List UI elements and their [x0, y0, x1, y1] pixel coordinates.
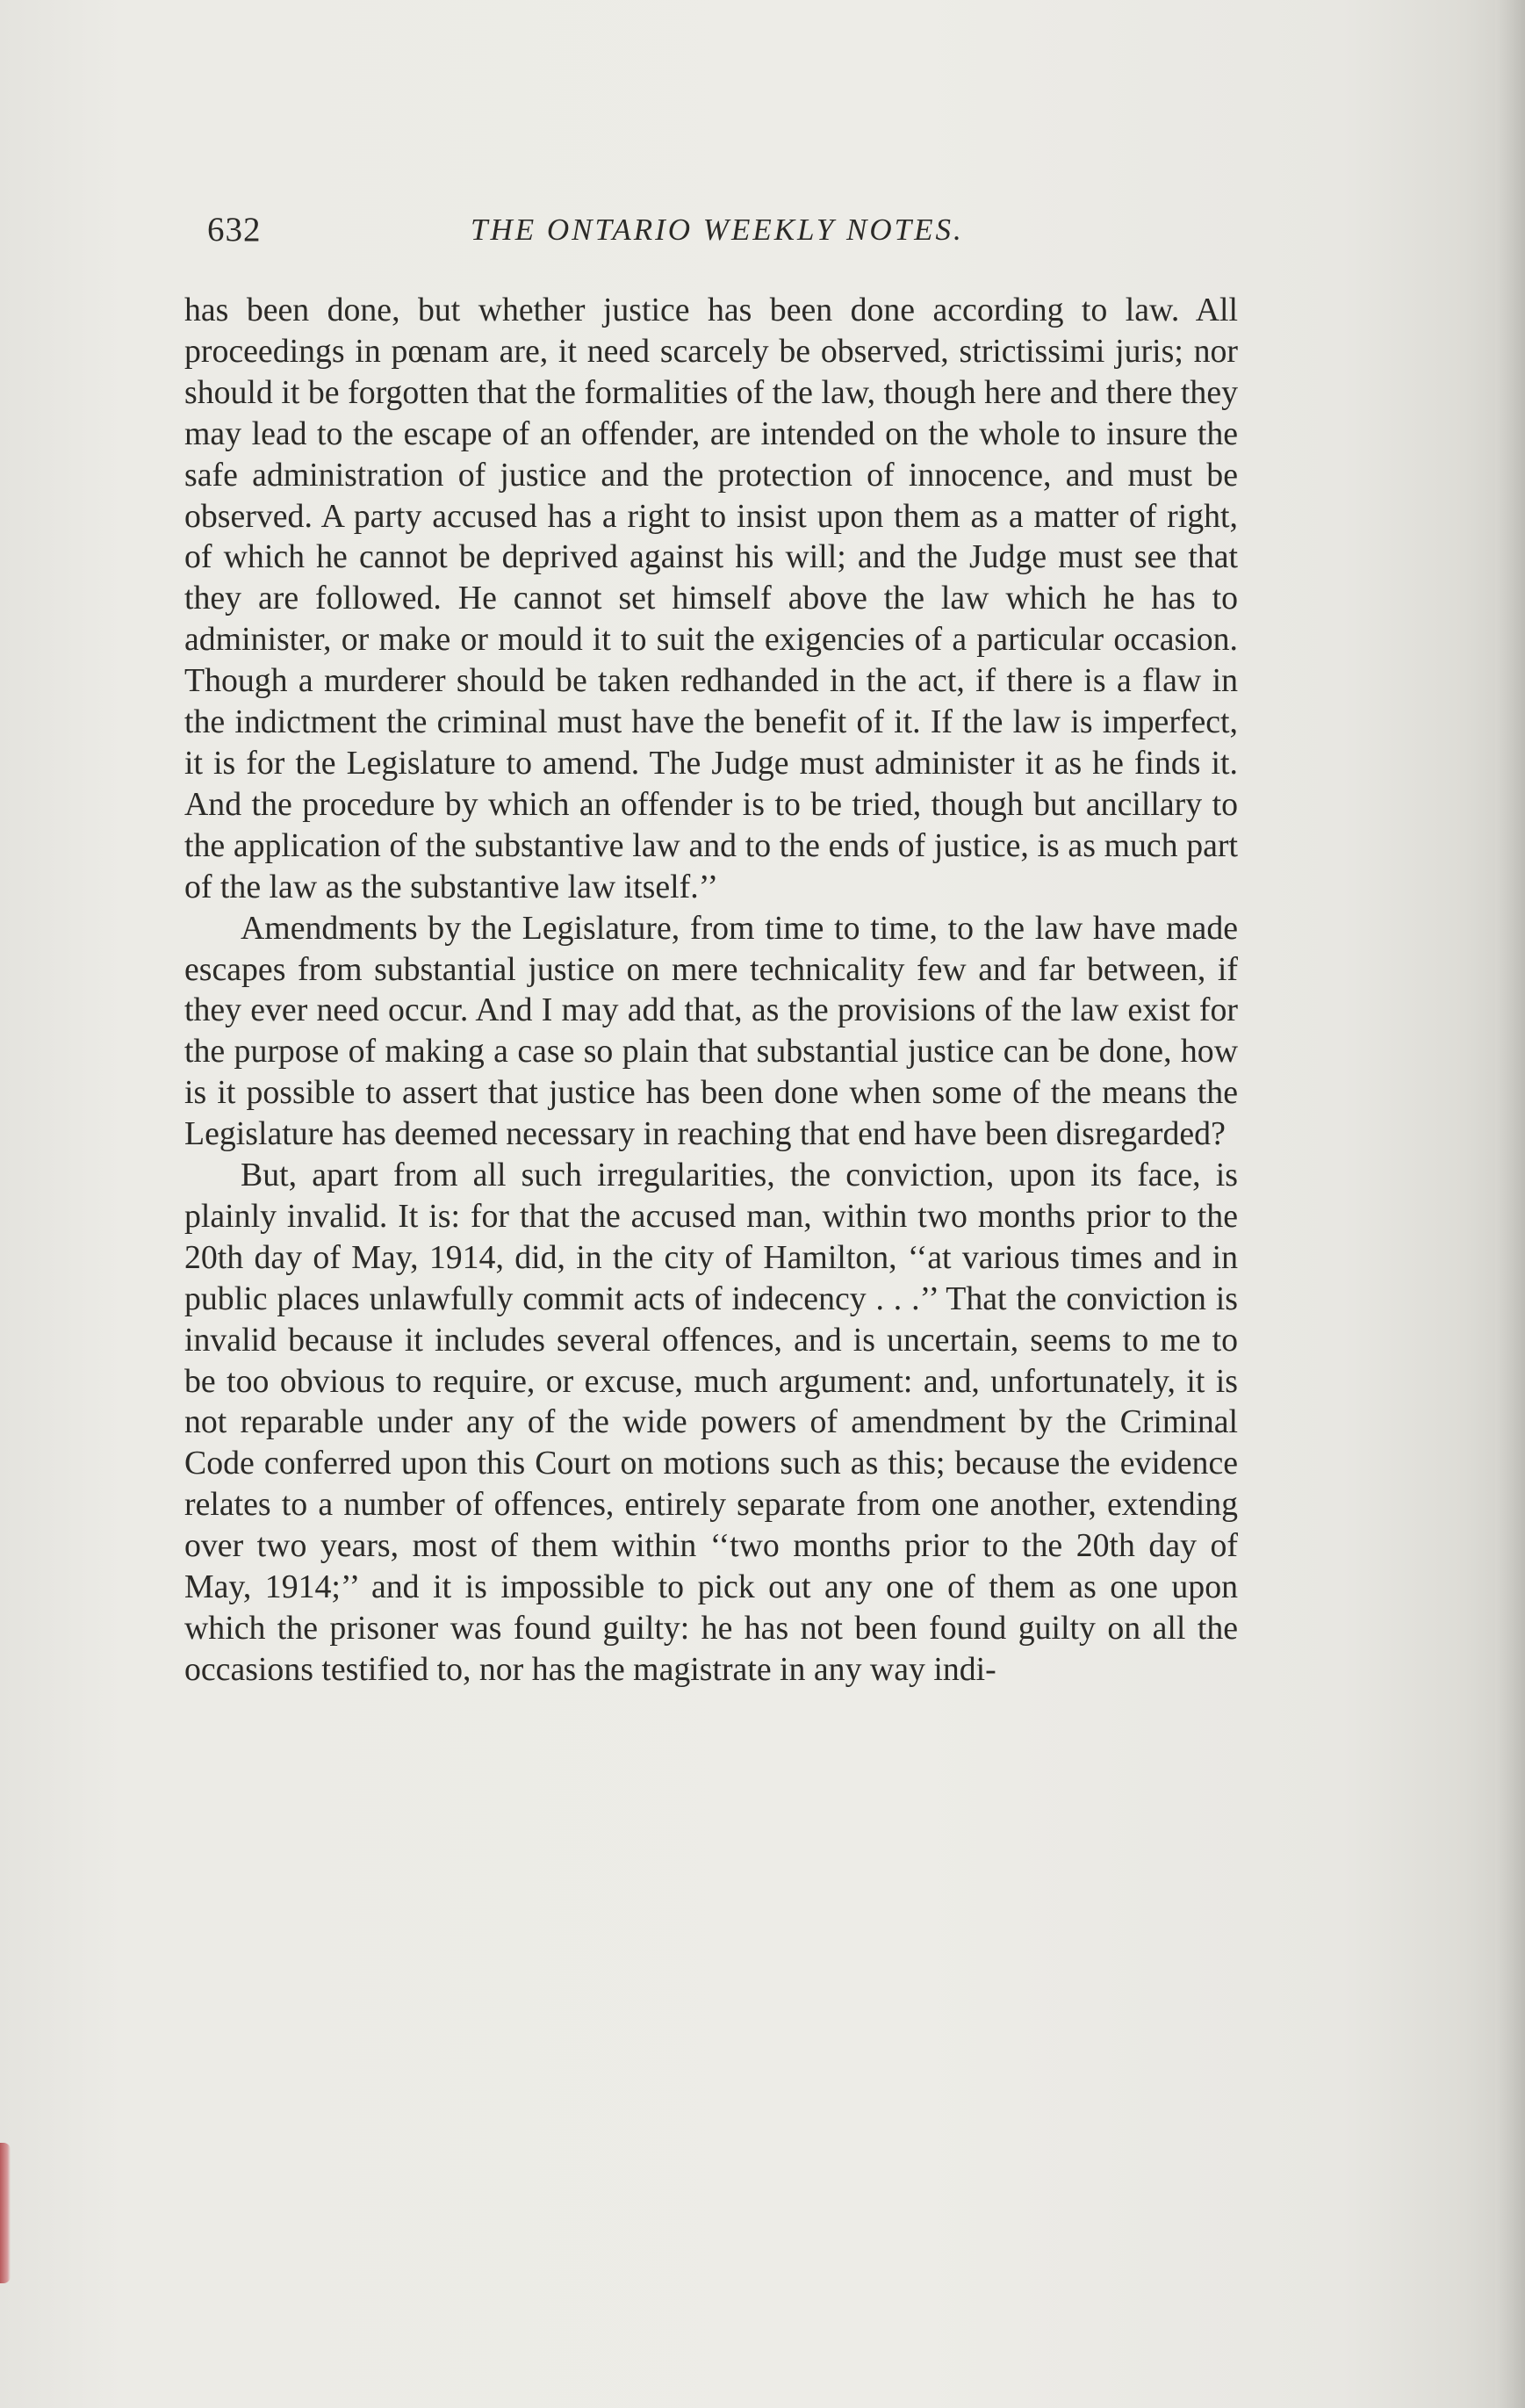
page-number: 632: [207, 211, 262, 249]
page-gutter-shadow: [1495, 0, 1525, 2408]
running-title: THE ONTARIO WEEKLY NOTES.: [471, 213, 964, 247]
body-text: [184, 290, 1238, 1691]
page-edge-mark: [0, 2143, 11, 2283]
paragraph-2: Amendments by the Legislature, from time to time, to the law have made escapes from substantial justice on mere technicality few and far between, if they ever need occur. And I may add that, as the provisions of the law exist for the purpose of making a case so plain that substantial justice can be done, how is it possible to assert that justice has been done when some of the means the Legislature has deemed necessary in reaching that end have been disregarded?: [184, 909, 1238, 1153]
page-header: [207, 204, 1239, 256]
paragraph-1: has been done, but whether justice has been done according to law. All proceedings in pœnam are, it need scarcely be observed, strictissimi juris; nor should it be forgotten that the formalities of the law, though here and there they may lead to the escape of an offender, are intended on the whole to insure the safe administration of justice and the protection of innocence, and must be observed. A party accused has a right to insist upon them as a matter of right, of which he cannot be deprived against his will; and the Judge must see that they are followed. He cannot set himself above the law which he has to administer, or make or mould it to suit the exigencies of a particular occasion. Though a murderer should be taken redhanded in the act, if there is a flaw in the indictment the criminal must have the benefit of it. If the law is imperfect, it is for the Legislature to amend. The Judge must administer it as he finds it. And the procedure by which an offender is to be tried, though but ancillary to the application of the substantive law and to the ends of justice, is as much part of the law as the substantive law itself.’’: [184, 292, 1238, 905]
paragraph-3: But, apart from all such irregularities, the conviction, upon its face, is plainly invalid. It is: for that the accused man, within two months prior to the 20th day of May, 1914, did, in the city of Hamilton, ‘‘at various times and in public places unlawfully commit acts of indecency . . .’’ That the conviction is invalid because it includes several offences, and is uncertain, seems to me to be too obvious to require, or excuse, much argument: and, unfortunately, it is not reparable under any of the wide powers of amendment by the Criminal Code conferred upon this Court on motions such as this; because the evidence relates to a number of offences, entirely separate from one another, extending over two years, most of them within ‘‘two months prior to the 20th day of May, 1914;’’ and it is impossible to pick out any one of them as one upon which the prisoner was found guilty: he has not been found guilty on all the occasions testified to, nor has the magistrate in any way indi-: [184, 1157, 1238, 1688]
